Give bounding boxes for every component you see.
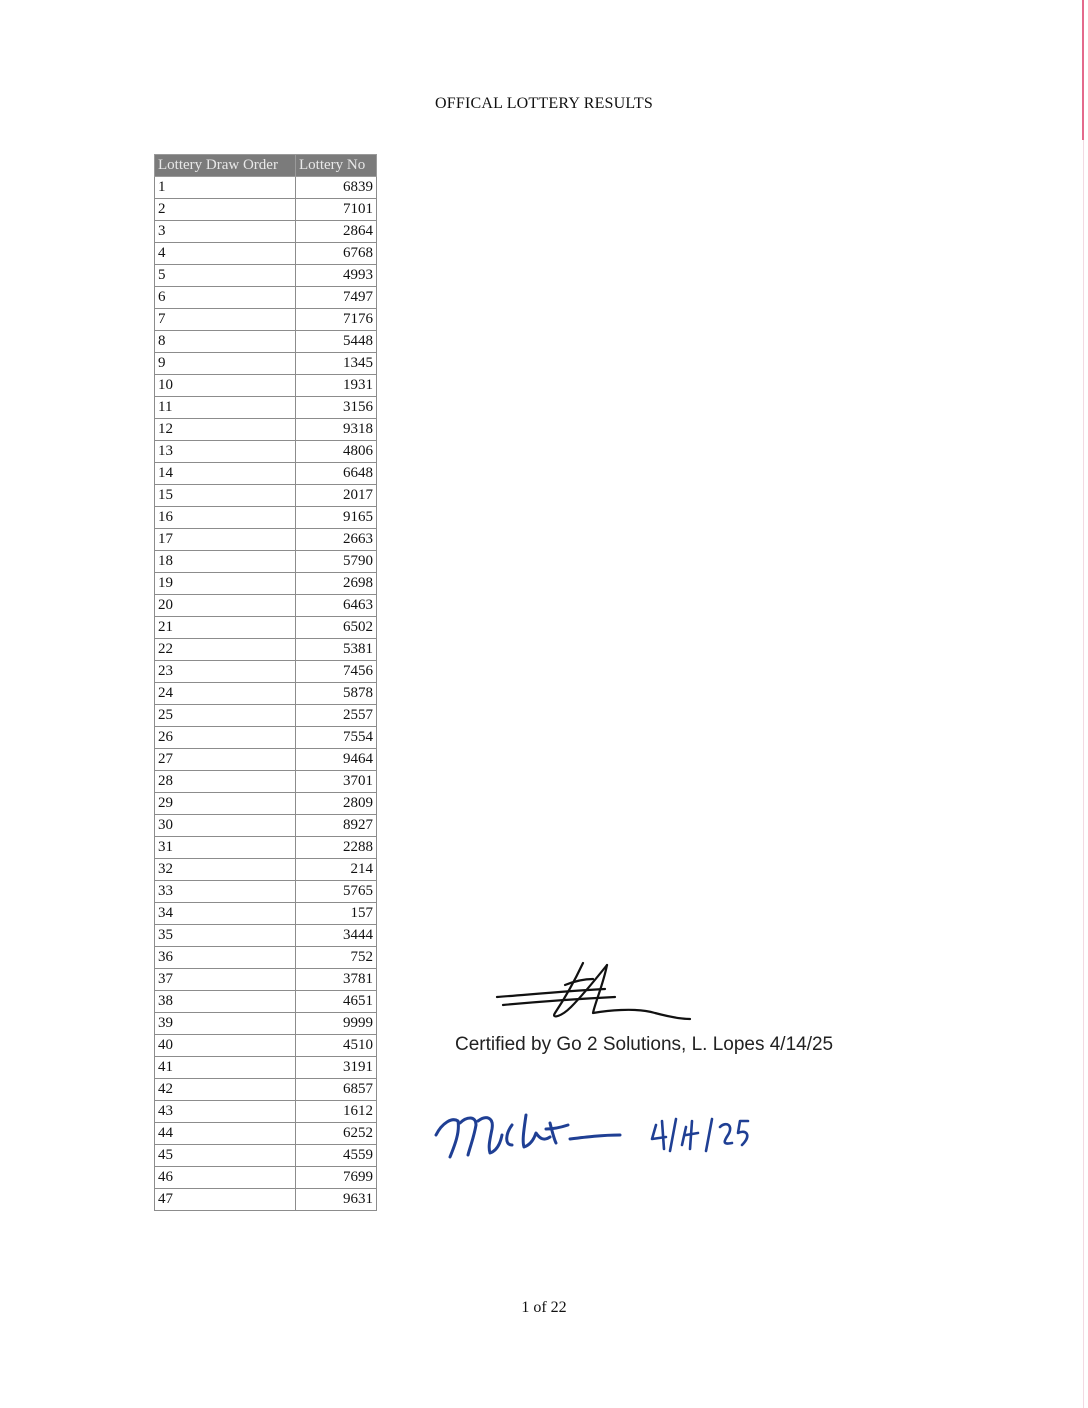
lottery-number-cell: 9631 (296, 1189, 377, 1211)
lottery-number-cell: 2864 (296, 221, 377, 243)
lottery-number-cell: 4559 (296, 1145, 377, 1167)
draw-order-cell: 10 (155, 375, 296, 397)
table-row (155, 551, 377, 573)
lottery-number-cell: 5448 (296, 331, 377, 353)
lottery-number-cell: 3191 (296, 1057, 377, 1079)
table-row (155, 353, 377, 375)
draw-order-cell: 32 (155, 859, 296, 881)
table-row (155, 793, 377, 815)
table-row (155, 199, 377, 221)
draw-order-cell: 7 (155, 309, 296, 331)
lottery-number-cell: 7176 (296, 309, 377, 331)
lottery-number-cell: 7699 (296, 1167, 377, 1189)
lottery-number-cell: 157 (296, 903, 377, 925)
table-body (155, 177, 377, 1211)
lottery-number-cell: 6648 (296, 463, 377, 485)
draw-order-cell: 34 (155, 903, 296, 925)
table-row (155, 463, 377, 485)
table-row (155, 265, 377, 287)
lottery-number-cell: 9999 (296, 1013, 377, 1035)
lottery-number-cell: 2017 (296, 485, 377, 507)
table-row (155, 529, 377, 551)
table-row (155, 661, 377, 683)
draw-order-cell: 18 (155, 551, 296, 573)
draw-order-cell: 15 (155, 485, 296, 507)
draw-order-cell: 25 (155, 705, 296, 727)
column-header-lottery-no: Lottery No (296, 155, 377, 177)
lottery-number-cell: 4993 (296, 265, 377, 287)
lottery-number-cell: 9318 (296, 419, 377, 441)
lottery-number-cell: 9165 (296, 507, 377, 529)
table-row (155, 287, 377, 309)
draw-order-cell: 33 (155, 881, 296, 903)
lottery-number-cell: 3781 (296, 969, 377, 991)
draw-order-cell: 13 (155, 441, 296, 463)
draw-order-cell: 26 (155, 727, 296, 749)
table-row (155, 1189, 377, 1211)
table-row (155, 859, 377, 881)
draw-order-cell: 21 (155, 617, 296, 639)
lottery-number-cell: 2809 (296, 793, 377, 815)
certification-text: Certified by Go 2 Solutions, L. Lopes 4/14/25 (455, 1034, 834, 1055)
draw-order-cell: 16 (155, 507, 296, 529)
lottery-number-cell: 5790 (296, 551, 377, 573)
table-row (155, 1123, 377, 1145)
page-edge-line-faint (1083, 140, 1084, 1408)
lottery-number-cell: 3701 (296, 771, 377, 793)
draw-order-cell: 35 (155, 925, 296, 947)
table-row (155, 991, 377, 1013)
draw-order-cell: 4 (155, 243, 296, 265)
lottery-number-cell: 3156 (296, 397, 377, 419)
draw-order-cell: 27 (155, 749, 296, 771)
table-row (155, 441, 377, 463)
lottery-number-cell: 1931 (296, 375, 377, 397)
table-row (155, 617, 377, 639)
draw-order-cell: 6 (155, 287, 296, 309)
table-row (155, 485, 377, 507)
table-row (155, 243, 377, 265)
lottery-number-cell: 7456 (296, 661, 377, 683)
table-row (155, 1035, 377, 1057)
draw-order-cell: 11 (155, 397, 296, 419)
page-number: 1 of 22 (521, 1299, 567, 1316)
table-row (155, 683, 377, 705)
lottery-number-cell: 6502 (296, 617, 377, 639)
lottery-number-cell: 4806 (296, 441, 377, 463)
table-row (155, 947, 377, 969)
draw-order-cell: 20 (155, 595, 296, 617)
table-row (155, 309, 377, 331)
table-row (155, 1057, 377, 1079)
draw-order-cell: 42 (155, 1079, 296, 1101)
lottery-number-cell: 752 (296, 947, 377, 969)
lottery-results-table (154, 154, 377, 1211)
draw-order-cell: 30 (155, 815, 296, 837)
column-header-draw-order: Lottery Draw Order (155, 155, 296, 177)
lottery-number-cell: 2663 (296, 529, 377, 551)
table-row (155, 177, 377, 199)
lottery-number-cell: 6768 (296, 243, 377, 265)
table-row (155, 507, 377, 529)
lottery-number-cell: 7554 (296, 727, 377, 749)
draw-order-cell: 46 (155, 1167, 296, 1189)
draw-order-cell: 37 (155, 969, 296, 991)
table-row (155, 815, 377, 837)
draw-order-cell: 3 (155, 221, 296, 243)
draw-order-cell: 29 (155, 793, 296, 815)
table-row (155, 881, 377, 903)
table-row (155, 397, 377, 419)
document-title: OFFICAL LOTTERY RESULTS (435, 95, 653, 112)
draw-order-cell: 14 (155, 463, 296, 485)
table-row (155, 221, 377, 243)
lottery-number-cell: 2557 (296, 705, 377, 727)
table-row (155, 595, 377, 617)
lottery-number-cell: 6463 (296, 595, 377, 617)
lottery-number-cell: 5878 (296, 683, 377, 705)
lottery-number-cell: 1612 (296, 1101, 377, 1123)
lottery-number-cell: 1345 (296, 353, 377, 375)
table-row (155, 573, 377, 595)
lottery-number-cell: 8927 (296, 815, 377, 837)
table-row (155, 1145, 377, 1167)
table-row (155, 969, 377, 991)
certifier-signature (495, 955, 695, 1025)
draw-order-cell: 22 (155, 639, 296, 661)
page-edge-line (1082, 0, 1084, 140)
table-row (155, 771, 377, 793)
table-header-row (155, 155, 377, 177)
draw-order-cell: 1 (155, 177, 296, 199)
table-row (155, 925, 377, 947)
draw-order-cell: 2 (155, 199, 296, 221)
table-row (155, 749, 377, 771)
table-row (155, 705, 377, 727)
draw-order-cell: 44 (155, 1123, 296, 1145)
draw-order-cell: 24 (155, 683, 296, 705)
lottery-number-cell: 2288 (296, 837, 377, 859)
table-row (155, 1079, 377, 1101)
table-row (155, 1013, 377, 1035)
table-row (155, 1167, 377, 1189)
draw-order-cell: 31 (155, 837, 296, 859)
lottery-number-cell: 214 (296, 859, 377, 881)
draw-order-cell: 12 (155, 419, 296, 441)
table-row (155, 331, 377, 353)
draw-order-cell: 36 (155, 947, 296, 969)
lottery-number-cell: 7101 (296, 199, 377, 221)
draw-order-cell: 40 (155, 1035, 296, 1057)
lottery-number-cell: 9464 (296, 749, 377, 771)
table-row (155, 419, 377, 441)
table-row (155, 1101, 377, 1123)
draw-order-cell: 38 (155, 991, 296, 1013)
draw-order-cell: 39 (155, 1013, 296, 1035)
lottery-number-cell: 6857 (296, 1079, 377, 1101)
draw-order-cell: 19 (155, 573, 296, 595)
lottery-number-cell: 3444 (296, 925, 377, 947)
table-row (155, 903, 377, 925)
draw-order-cell: 47 (155, 1189, 296, 1211)
lottery-number-cell: 5765 (296, 881, 377, 903)
witness-signature (430, 1105, 790, 1165)
draw-order-cell: 45 (155, 1145, 296, 1167)
lottery-number-cell: 6252 (296, 1123, 377, 1145)
draw-order-cell: 17 (155, 529, 296, 551)
table-row (155, 375, 377, 397)
draw-order-cell: 23 (155, 661, 296, 683)
draw-order-cell: 9 (155, 353, 296, 375)
table-row (155, 727, 377, 749)
draw-order-cell: 43 (155, 1101, 296, 1123)
lottery-number-cell: 5381 (296, 639, 377, 661)
draw-order-cell: 5 (155, 265, 296, 287)
table-row (155, 837, 377, 859)
lottery-number-cell: 6839 (296, 177, 377, 199)
lottery-number-cell: 4510 (296, 1035, 377, 1057)
lottery-number-cell: 4651 (296, 991, 377, 1013)
lottery-number-cell: 7497 (296, 287, 377, 309)
draw-order-cell: 41 (155, 1057, 296, 1079)
lottery-number-cell: 2698 (296, 573, 377, 595)
draw-order-cell: 28 (155, 771, 296, 793)
table-row (155, 639, 377, 661)
draw-order-cell: 8 (155, 331, 296, 353)
